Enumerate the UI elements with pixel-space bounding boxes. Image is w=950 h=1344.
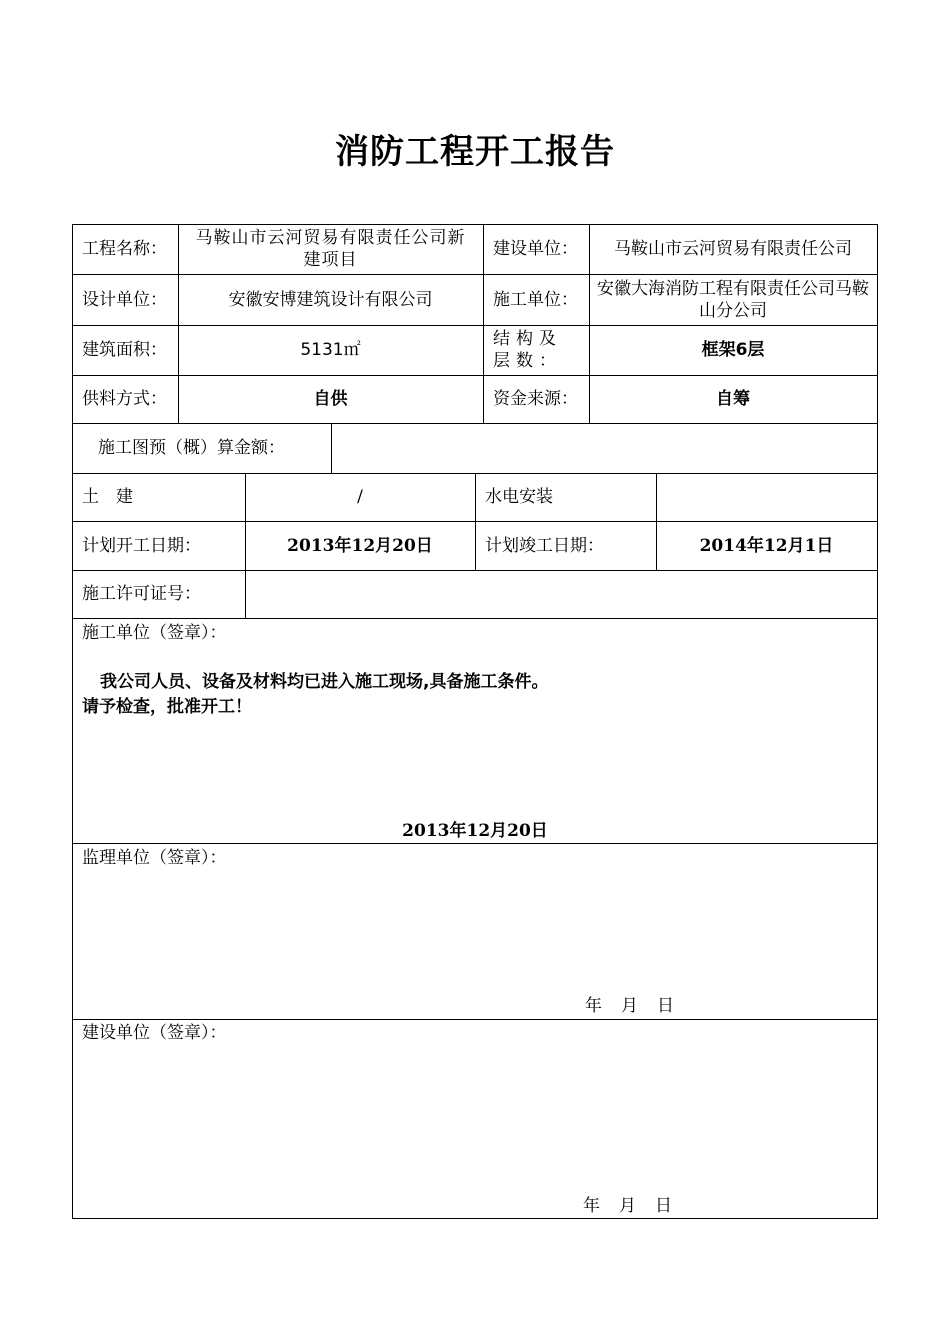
page-title: 消防工程开工报告 [335, 132, 615, 172]
area-value: 5131㎡ [300, 340, 361, 360]
contractor-value: 安徽大海消防工程有限责任公司马鞍山分公司 [597, 278, 869, 321]
contractor-sign-label: 施工单位（签章）： [82, 623, 227, 643]
supervisor-sign-label: 监理单位（签章）： [82, 848, 227, 868]
funding-value: 自筹 [716, 389, 750, 409]
contractor-label: 施工单位： [493, 289, 578, 310]
civil-label: 土 建 [82, 487, 133, 507]
permit-value [245, 570, 877, 618]
project-name-label: 工程名称： [82, 239, 167, 259]
plan-end-label: 计划竣工日期： [485, 535, 604, 556]
designer-label: 设计单位： [82, 289, 167, 310]
mep-value [656, 473, 877, 521]
client-sign-label: 建设单位（签章）： [82, 1023, 227, 1043]
project-name-value: 马鞍山市云河贸易有限责任公司新建项目 [195, 228, 466, 270]
supply-label: 供料方式： [82, 389, 167, 409]
funding-label: 资金来源： [493, 389, 578, 409]
contractor-sign-date: 2013年12月20日 [402, 821, 548, 841]
supply-value: 自供 [313, 389, 348, 409]
contractor-statement-line1: 我公司人员、设备及材料均已进入施工现场,具备施工条件。 [100, 672, 549, 692]
designer-value: 安徽安博建筑设计有限公司 [228, 289, 433, 310]
plan-start-label: 计划开工日期： [82, 535, 201, 556]
mep-label: 水电安装 [485, 487, 553, 507]
budget-value [331, 423, 877, 473]
client-value: 马鞍山市云河贸易有限责任公司 [614, 239, 852, 259]
budget-label: 施工图预（概）算金额： [98, 438, 285, 458]
permit-label: 施工许可证号： [82, 584, 201, 604]
plan-start-value: 2013年12月20日 [287, 535, 433, 556]
structure-label: 结构及层数： [493, 329, 562, 371]
plan-end-value: 2014年12月1日 [699, 535, 834, 556]
structure-value: 框架6层 [701, 340, 765, 360]
client-sign-date: 年 月 日 [583, 1196, 673, 1216]
civil-value: / [357, 487, 363, 507]
supervisor-sign-date: 年 月 日 [585, 996, 675, 1016]
contractor-statement-line2: 请予检查，批准开工！ [82, 697, 252, 717]
client-label: 建设单位： [493, 239, 578, 259]
area-label: 建筑面积： [82, 340, 167, 360]
